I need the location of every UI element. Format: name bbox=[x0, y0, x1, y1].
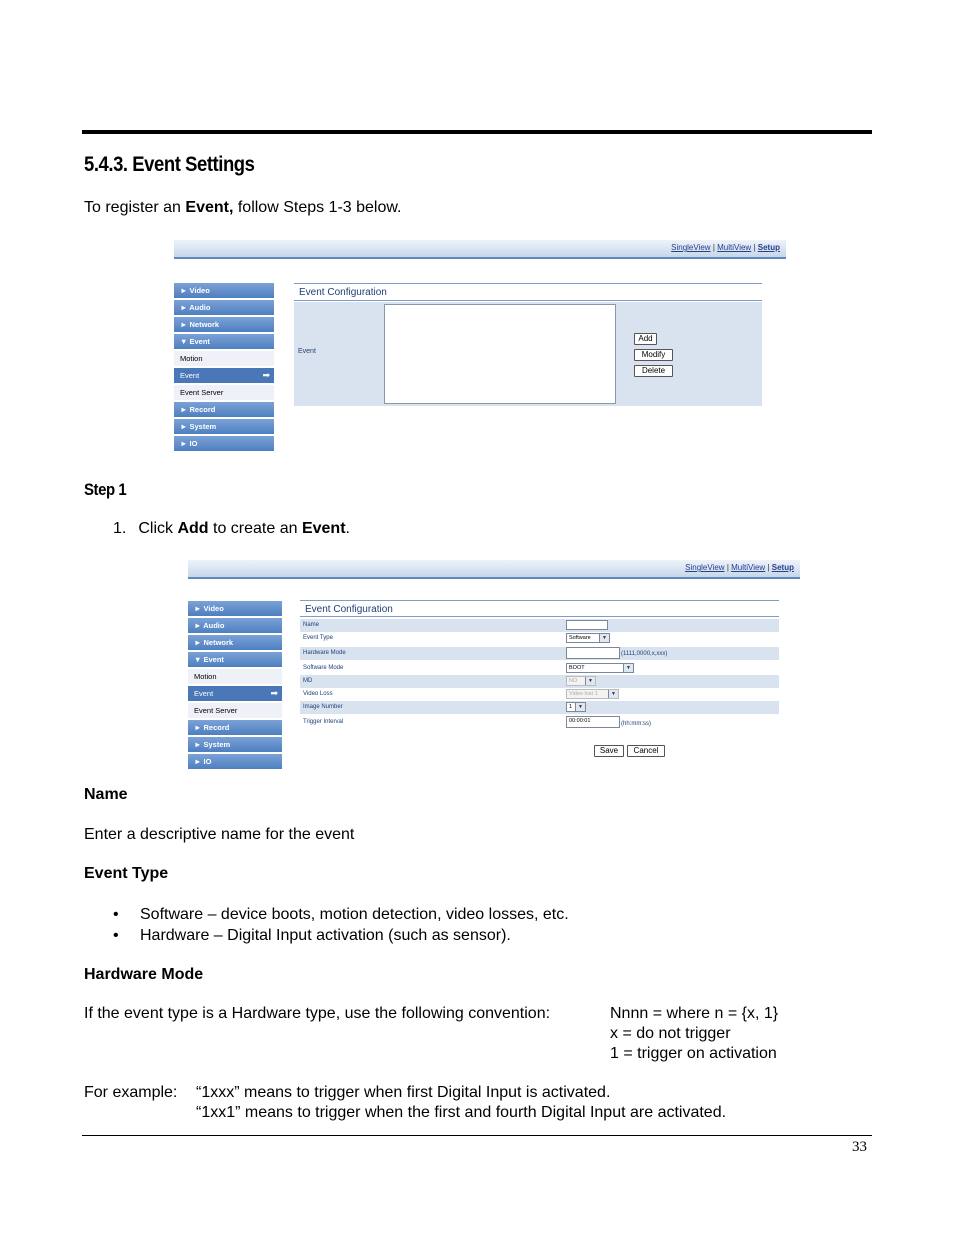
add-button[interactable]: Add bbox=[634, 333, 657, 345]
delete-button[interactable]: Delete bbox=[634, 365, 673, 377]
menu-event[interactable]: ▼ Event bbox=[188, 652, 282, 667]
arrow-right-icon: ➡ bbox=[262, 370, 270, 380]
section-title: 5.4.3. Event Settings bbox=[84, 153, 255, 176]
example-line: “1xx1” means to trigger when the first and fourth Digital Input are activated. bbox=[196, 1104, 727, 1121]
row-hardware-mode: Hardware Mode bbox=[300, 647, 779, 660]
top-bar bbox=[188, 560, 800, 579]
chevron-down-icon: ▼ bbox=[599, 634, 609, 642]
arrow-right-icon: ➡ bbox=[270, 688, 278, 698]
menu-event-server[interactable]: Event Server bbox=[188, 703, 282, 718]
hardware-mode-hint: (1111,0000,x,xxx) bbox=[621, 651, 668, 657]
event-type-bullet-hardware: Hardware – Digital Input activation (such as sensor). bbox=[140, 927, 511, 944]
save-button[interactable]: Save bbox=[594, 745, 624, 757]
menu-record[interactable]: ► Record bbox=[174, 402, 274, 417]
row-event-type: Event Type bbox=[303, 635, 333, 641]
image-number-select[interactable]: 1 ▼ bbox=[566, 702, 586, 712]
event-listbox[interactable] bbox=[384, 304, 616, 404]
md-select[interactable]: NO ▼ bbox=[566, 676, 596, 686]
menu-system[interactable]: ► System bbox=[174, 419, 274, 434]
config-title: Event Configuration bbox=[294, 286, 762, 301]
row-software-mode: Software Mode bbox=[303, 665, 344, 671]
cancel-button[interactable]: Cancel bbox=[627, 745, 665, 757]
bottom-rule bbox=[82, 1135, 872, 1136]
page-number: 33 bbox=[852, 1139, 867, 1155]
menu-io[interactable]: ► IO bbox=[188, 754, 282, 769]
event-type-select[interactable]: Software ▼ bbox=[566, 633, 610, 643]
software-mode-select[interactable]: BOOT ▼ bbox=[566, 663, 634, 673]
screenshot-event-config bbox=[188, 560, 800, 766]
menu-network[interactable]: ► Network bbox=[188, 635, 282, 650]
config-title: Event Configuration bbox=[300, 603, 779, 617]
name-heading: Name bbox=[84, 786, 128, 803]
menu-network[interactable]: ► Network bbox=[174, 317, 274, 332]
bullet-icon: • bbox=[113, 906, 119, 923]
screenshot-event-list bbox=[174, 240, 786, 460]
trigger-interval-hint: (hh:mm:ss) bbox=[621, 721, 651, 727]
singleview-link[interactable]: SingleView bbox=[671, 243, 711, 252]
row-image-number: Image Number bbox=[300, 701, 779, 714]
config-top-line bbox=[300, 600, 779, 601]
example-line: “1xxx” means to trigger when first Digital Input is activated. bbox=[196, 1084, 611, 1101]
side-menu bbox=[188, 601, 282, 771]
menu-event-selected[interactable]: Event ➡ bbox=[174, 368, 274, 383]
event-type-bullet-software: Software – device boots, motion detection, video losses, etc. bbox=[140, 906, 569, 923]
menu-event-selected[interactable]: Event ➡ bbox=[188, 686, 282, 701]
menu-motion[interactable]: Motion bbox=[188, 669, 282, 684]
view-links: SingleView | MultiView | Setup bbox=[671, 243, 780, 252]
multiview-link[interactable]: MultiView bbox=[717, 243, 752, 252]
chevron-down-icon: ▼ bbox=[585, 677, 595, 685]
video-loss-select[interactable]: Video lost 1 ▼ bbox=[566, 689, 619, 699]
menu-audio[interactable]: ► Audio bbox=[174, 300, 274, 315]
chevron-down-icon: ▼ bbox=[608, 690, 618, 698]
side-menu bbox=[174, 283, 274, 453]
convention-line: Nnnn = where n = {x, 1} bbox=[610, 1005, 779, 1022]
convention-line: x = do not trigger bbox=[610, 1025, 731, 1042]
trigger-interval-input[interactable]: 00:00:01 bbox=[566, 716, 620, 728]
view-links: SingleView | MultiView | Setup bbox=[685, 563, 794, 572]
multiview-link[interactable]: MultiView bbox=[731, 563, 766, 572]
name-input[interactable] bbox=[566, 620, 608, 630]
event-panel bbox=[294, 302, 762, 406]
menu-io[interactable]: ► IO bbox=[174, 436, 274, 451]
top-rule bbox=[82, 130, 872, 134]
intro-text: To register an Event, follow Steps 1-3 below. bbox=[84, 199, 402, 216]
hardware-mode-text: If the event type is a Hardware type, use the following convention: bbox=[84, 1005, 551, 1022]
menu-audio[interactable]: ► Audio bbox=[188, 618, 282, 633]
menu-system[interactable]: ► System bbox=[188, 737, 282, 752]
bullet-icon: • bbox=[113, 927, 119, 944]
menu-motion[interactable]: Motion bbox=[174, 351, 274, 366]
hardware-mode-input[interactable] bbox=[566, 647, 620, 659]
top-bar bbox=[174, 240, 786, 259]
row-video-loss: Video Loss bbox=[303, 691, 333, 697]
event-label: Event bbox=[298, 348, 316, 355]
menu-video[interactable]: ► Video bbox=[174, 283, 274, 298]
step1-item: 1. Click Add to create an Event. bbox=[113, 520, 350, 537]
chevron-down-icon: ▼ bbox=[623, 664, 633, 672]
example-label: For example: bbox=[84, 1084, 178, 1101]
convention-line: 1 = trigger on activation bbox=[610, 1045, 777, 1062]
name-description: Enter a descriptive name for the event bbox=[84, 826, 355, 843]
config-top-line bbox=[294, 283, 762, 284]
hardware-mode-heading: Hardware Mode bbox=[84, 966, 204, 983]
menu-event-server[interactable]: Event Server bbox=[174, 385, 274, 400]
modify-button[interactable]: Modify bbox=[634, 349, 673, 361]
row-name: Name bbox=[300, 619, 779, 632]
menu-record[interactable]: ► Record bbox=[188, 720, 282, 735]
chevron-down-icon: ▼ bbox=[575, 703, 585, 711]
setup-link[interactable]: Setup bbox=[757, 243, 780, 252]
singleview-link[interactable]: SingleView bbox=[685, 563, 725, 572]
event-type-heading: Event Type bbox=[84, 865, 169, 882]
step1-heading: Step 1 bbox=[84, 480, 127, 499]
row-trigger-interval: Trigger Interval bbox=[303, 719, 344, 725]
setup-link[interactable]: Setup bbox=[771, 563, 794, 572]
menu-video[interactable]: ► Video bbox=[188, 601, 282, 616]
menu-event[interactable]: ▼ Event bbox=[174, 334, 274, 349]
row-md: MD bbox=[300, 675, 779, 688]
